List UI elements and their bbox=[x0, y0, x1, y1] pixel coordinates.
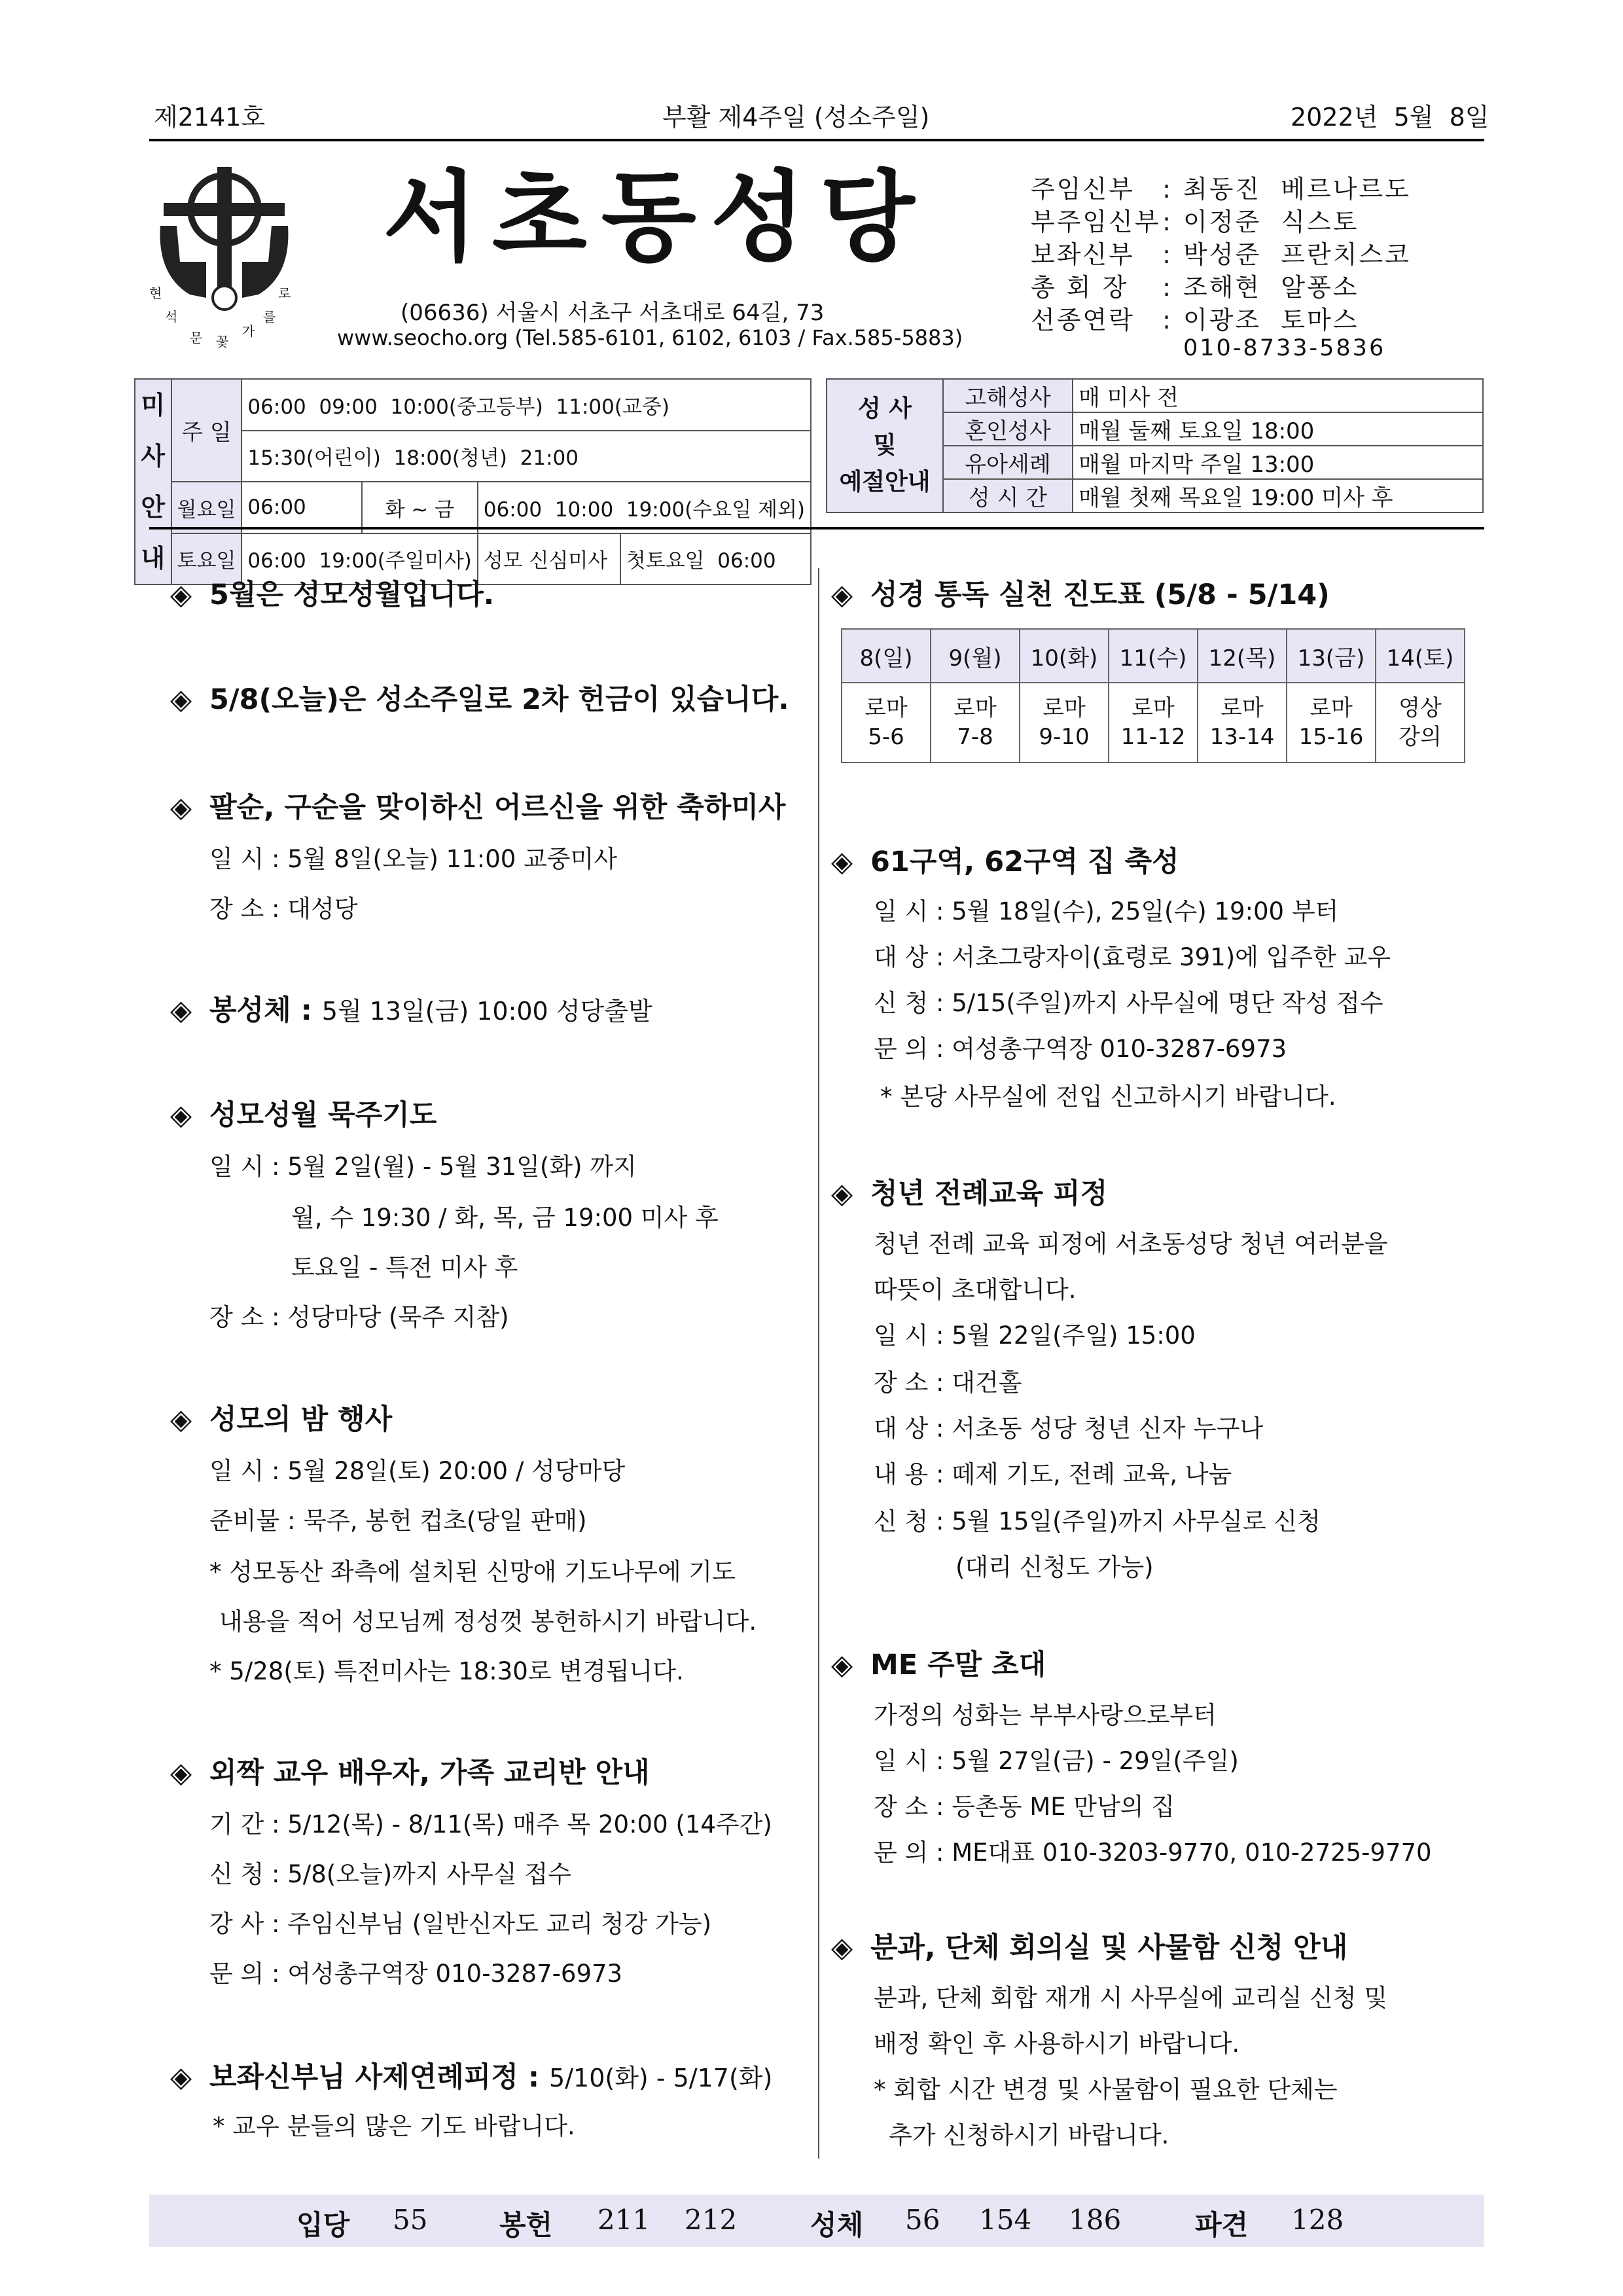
notice-heading: ◈ 보좌신부님 사제연례피정 : 5/10(화) - 5/17(화) bbox=[170, 2061, 773, 2094]
notice-line: 따뜻이 초대합니다. bbox=[874, 1276, 1077, 1304]
sacrament-name: 성 시 간 bbox=[943, 479, 1073, 512]
entry-number: 55 bbox=[393, 2204, 428, 2236]
notice-heading: ◈ 외짝 교우 배우자, 가족 교리반 안내 bbox=[170, 1757, 650, 1789]
bulletin-date: 2022년 5월 8일 bbox=[1291, 103, 1489, 132]
parish-title: 서초동성당 bbox=[383, 161, 929, 275]
diamond-icon: ◈ bbox=[831, 579, 853, 611]
offertory-number: 211 bbox=[597, 2204, 651, 2236]
notice-line: 장 소 : 대건홀 bbox=[874, 1369, 1022, 1397]
notice-heading: ◈ 61구역, 62구역 집 축성 bbox=[831, 846, 1179, 878]
diamond-icon: ◈ bbox=[170, 1099, 192, 1132]
notice-line: 준비물 : 묵주, 봉헌 컵초(당일 판매) bbox=[209, 1507, 587, 1535]
communion-label: 성체 bbox=[810, 2209, 864, 2241]
notice-line: 내 용 : 떼제 기도, 전례 교육, 나눔 bbox=[874, 1460, 1232, 1488]
bible-day: 8(일) bbox=[842, 629, 931, 683]
bible-day: 11(수) bbox=[1109, 629, 1198, 683]
bible-day: 14(토) bbox=[1376, 629, 1465, 683]
issue-number: 제2141호 bbox=[154, 103, 266, 132]
logo-caption: 석 bbox=[165, 309, 178, 325]
diamond-icon: ◈ bbox=[831, 1177, 853, 1210]
notice-line: 청년 전례 교육 피정에 서초동성당 청년 여러분을 bbox=[874, 1230, 1388, 1258]
staff-row: 선종연락 : 이광조 토마스 bbox=[1031, 306, 1359, 334]
offertory-label: 봉헌 bbox=[499, 2209, 553, 2241]
notice-line: 신 청 : 5월 15일(주일)까지 사무실로 신청 bbox=[874, 1507, 1321, 1535]
notice-line: 신 청 : 5/8(오늘)까지 사무실 접수 bbox=[209, 1860, 571, 1888]
notice-line: 월, 수 19:30 / 화, 목, 금 19:00 미사 후 bbox=[291, 1204, 719, 1232]
notice-line: 일 시 : 5월 8일(오늘) 11:00 교중미사 bbox=[209, 845, 618, 873]
bible-day: 12(목) bbox=[1198, 629, 1287, 683]
bible-reading: 로마 5-6 bbox=[842, 683, 931, 762]
notice-line: 장 소 : 대성당 bbox=[209, 895, 358, 923]
saturday-times: 06:00 19:00(주일미사) bbox=[241, 533, 477, 585]
sunday-times-1: 06:00 09:00 10:00(중고등부) 11:00(교중) bbox=[241, 379, 811, 431]
notice-line: 토요일 - 특전 미사 후 bbox=[291, 1253, 518, 1282]
bible-reading: 영상 강의 bbox=[1376, 683, 1465, 762]
mass-head: 미 사 안 내 bbox=[135, 379, 171, 584]
notice-line: 신 청 : 5/15(주일)까지 사무실에 명단 작성 접수 bbox=[874, 989, 1383, 1017]
mass-statistics-bar bbox=[149, 2195, 1484, 2247]
notice-line: * 교우 분들의 많은 기도 바랍니다. bbox=[213, 2112, 575, 2140]
parish-logo bbox=[151, 164, 298, 350]
logo-caption: 를 bbox=[263, 309, 276, 325]
monday-time: 06:00 bbox=[241, 482, 361, 533]
notice-line: 기 간 : 5/12(목) - 8/11(목) 매주 목 20:00 (14주간) bbox=[209, 1810, 772, 1839]
sacrament-name: 혼인성사 bbox=[943, 412, 1073, 446]
notice-line: 강 사 : 주임신부님 (일반신자도 교리 청강 가능) bbox=[209, 1910, 712, 1938]
bible-reading: 로마 11-12 bbox=[1109, 683, 1198, 762]
notice-line: 내용을 적어 성모님께 정성껏 봉헌하시기 바랍니다. bbox=[219, 1607, 757, 1636]
diamond-icon: ◈ bbox=[831, 846, 853, 878]
staff-row: 주임신부 : 최동진 베르나르도 bbox=[1031, 175, 1411, 204]
logo-caption: 문 bbox=[190, 330, 203, 346]
staff-row: 부주임신부: 이정준 식스토 bbox=[1031, 207, 1359, 236]
header-rule bbox=[149, 139, 1484, 141]
notice-line: 일 시 : 5월 18일(수), 25일(수) 19:00 부터 bbox=[874, 897, 1339, 925]
notice-heading: ◈ ME 주말 초대 bbox=[831, 1649, 1046, 1681]
diamond-icon: ◈ bbox=[170, 1757, 192, 1789]
sacrament-name: 유아세례 bbox=[943, 446, 1073, 479]
monday-label: 월요일 bbox=[171, 482, 242, 533]
staff-row: 총 회 장 : 조해현 알퐁소 bbox=[1031, 273, 1359, 302]
notice-heading: ◈ 5월은 성모성월입니다. bbox=[170, 579, 495, 611]
communion-number: 186 bbox=[1069, 2204, 1122, 2236]
diamond-icon: ◈ bbox=[170, 683, 192, 716]
sacrament-time: 매 미사 전 bbox=[1073, 379, 1483, 412]
notice-line: 문 의 : 여성총구역장 010-3287-6973 bbox=[209, 1960, 623, 1988]
bible-day: 9(월) bbox=[931, 629, 1020, 683]
logo-caption: 로 bbox=[278, 285, 291, 301]
sunday-label: 주 일 bbox=[171, 379, 242, 482]
communion-number: 154 bbox=[979, 2204, 1032, 2236]
bible-day: 13(금) bbox=[1287, 629, 1376, 683]
entry-label: 입당 bbox=[296, 2209, 350, 2241]
staff-phone: 010-8733-5836 bbox=[1183, 335, 1386, 361]
notice-line: 배정 확인 후 사용하시기 바랍니다. bbox=[874, 2030, 1240, 2058]
diamond-icon: ◈ bbox=[170, 2061, 192, 2094]
parish-contact: www.seocho.org (Tel.585-6101, 6102, 6103 / Fax.585-5883) bbox=[337, 325, 963, 350]
diamond-icon: ◈ bbox=[831, 1649, 853, 1681]
sacrament-name: 고해성사 bbox=[943, 379, 1073, 412]
notice-heading: ◈ 5/8(오늘)은 성소주일로 2차 헌금이 있습니다. bbox=[170, 683, 789, 716]
notice-heading: ◈ 봉성체 : 5월 13일(금) 10:00 성당출발 bbox=[170, 994, 652, 1027]
dismissal-label: 파견 bbox=[1195, 2209, 1249, 2241]
notice-line: 일 시 : 5월 27일(금) - 29일(주일) bbox=[874, 1747, 1239, 1775]
diamond-icon: ◈ bbox=[170, 994, 192, 1027]
logo-caption: 가 bbox=[242, 323, 255, 339]
saturday-special: 성모 신심미사 bbox=[478, 533, 620, 585]
notice-heading: ◈ 성경 통독 실천 진도표 (5/8 - 5/14) bbox=[831, 579, 1330, 611]
sacrament-head: 성 사 및 예절안내 bbox=[827, 379, 943, 512]
notice-line: * 회합 시간 변경 및 사물함이 필요한 단체는 bbox=[874, 2075, 1338, 2104]
mass-schedule-table bbox=[134, 378, 812, 585]
bible-reading: 로마 9-10 bbox=[1020, 683, 1109, 762]
parish-address: (06636) 서울시 서초구 서초대로 64길, 73 bbox=[401, 300, 825, 326]
diamond-icon: ◈ bbox=[170, 791, 192, 824]
notice-line: 대 상 : 서초동 성당 청년 신자 누구나 bbox=[874, 1414, 1264, 1443]
weekday-times: 06:00 10:00 19:00(수요일 제외) bbox=[478, 482, 811, 533]
sacrament-time: 매월 첫째 목요일 19:00 미사 후 bbox=[1073, 479, 1483, 512]
notice-line: 장 소 : 성당마당 (묵주 지참) bbox=[209, 1303, 509, 1331]
diamond-icon: ◈ bbox=[170, 1403, 192, 1436]
notice-line: 가정의 성화는 부부사랑으로부터 bbox=[874, 1701, 1217, 1729]
notice-line: * 본당 사무실에 전입 신고하시기 바랍니다. bbox=[880, 1083, 1336, 1111]
bible-reading: 로마 15-16 bbox=[1287, 683, 1376, 762]
notice-line: 장 소 : 등촌동 ME 만남의 집 bbox=[874, 1793, 1175, 1821]
bible-day: 10(화) bbox=[1020, 629, 1109, 683]
liturgical-day: 부활 제4주일 (성소주일) bbox=[662, 103, 930, 132]
notice-line: 추가 신청하시기 바랍니다. bbox=[889, 2121, 1169, 2149]
notice-line: * 5/28(토) 특전미사는 18:30로 변경됩니다. bbox=[209, 1657, 684, 1685]
weekday-label: 화 ~ 금 bbox=[362, 482, 478, 533]
notice-line: 문 의 : ME대표 010-3203-9770, 010-2725-9770 bbox=[874, 1839, 1432, 1867]
bible-reading-table bbox=[841, 628, 1465, 763]
notice-line: * 성모동산 좌측에 설치된 신망애 기도나무에 기도 bbox=[209, 1558, 736, 1586]
communion-number: 56 bbox=[905, 2204, 940, 2236]
notice-heading: ◈ 청년 전례교육 피정 bbox=[831, 1177, 1108, 1210]
bible-reading: 로마 7-8 bbox=[931, 683, 1020, 762]
notice-heading: ◈ 분과, 단체 회의실 및 사물함 신청 안내 bbox=[831, 1931, 1348, 1964]
logo-caption: 꽃 bbox=[216, 334, 229, 350]
notice-line: (대리 신청도 가능) bbox=[955, 1553, 1154, 1581]
notice-heading: ◈ 성모의 밤 행사 bbox=[170, 1403, 393, 1436]
notice-line: 문 의 : 여성총구역장 010-3287-6973 bbox=[874, 1035, 1287, 1063]
first-saturday: 첫토요일 06:00 bbox=[620, 533, 811, 585]
notice-heading: ◈ 성모성월 묵주기도 bbox=[170, 1099, 437, 1132]
notice-line: 분과, 단체 회합 재개 시 사무실에 교리실 신청 및 bbox=[874, 1984, 1387, 2012]
saturday-label: 토요일 bbox=[171, 533, 242, 585]
diamond-icon: ◈ bbox=[831, 1931, 853, 1964]
diamond-icon: ◈ bbox=[170, 579, 192, 611]
bible-reading: 로마 13-14 bbox=[1198, 683, 1287, 762]
notice-heading: ◈ 팔순, 구순을 맞이하신 어르신을 위한 축하미사 bbox=[170, 791, 786, 824]
sacrament-table bbox=[826, 378, 1484, 513]
sacrament-time: 매월 마지막 주일 13:00 bbox=[1073, 446, 1483, 479]
schedule-rule bbox=[149, 527, 1484, 529]
sunday-times-2: 15:30(어린이) 18:00(청년) 21:00 bbox=[241, 431, 811, 482]
staff-row: 보좌신부 : 박성준 프란치스코 bbox=[1031, 240, 1411, 269]
notice-line: 일 시 : 5월 22일(주일) 15:00 bbox=[874, 1321, 1196, 1350]
column-divider bbox=[818, 568, 819, 2159]
offertory-number: 212 bbox=[685, 2204, 738, 2236]
sacrament-time: 매월 둘째 토요일 18:00 bbox=[1073, 412, 1483, 446]
dismissal-number: 128 bbox=[1291, 2204, 1344, 2236]
logo-caption: 현 bbox=[149, 285, 162, 301]
notice-line: 대 상 : 서초그랑자이(효령로 391)에 입주한 교우 bbox=[874, 943, 1391, 971]
notice-line: 일 시 : 5월 2일(월) - 5월 31일(화) 까지 bbox=[209, 1153, 637, 1181]
notice-line: 일 시 : 5월 28일(토) 20:00 / 성당마당 bbox=[209, 1457, 626, 1485]
